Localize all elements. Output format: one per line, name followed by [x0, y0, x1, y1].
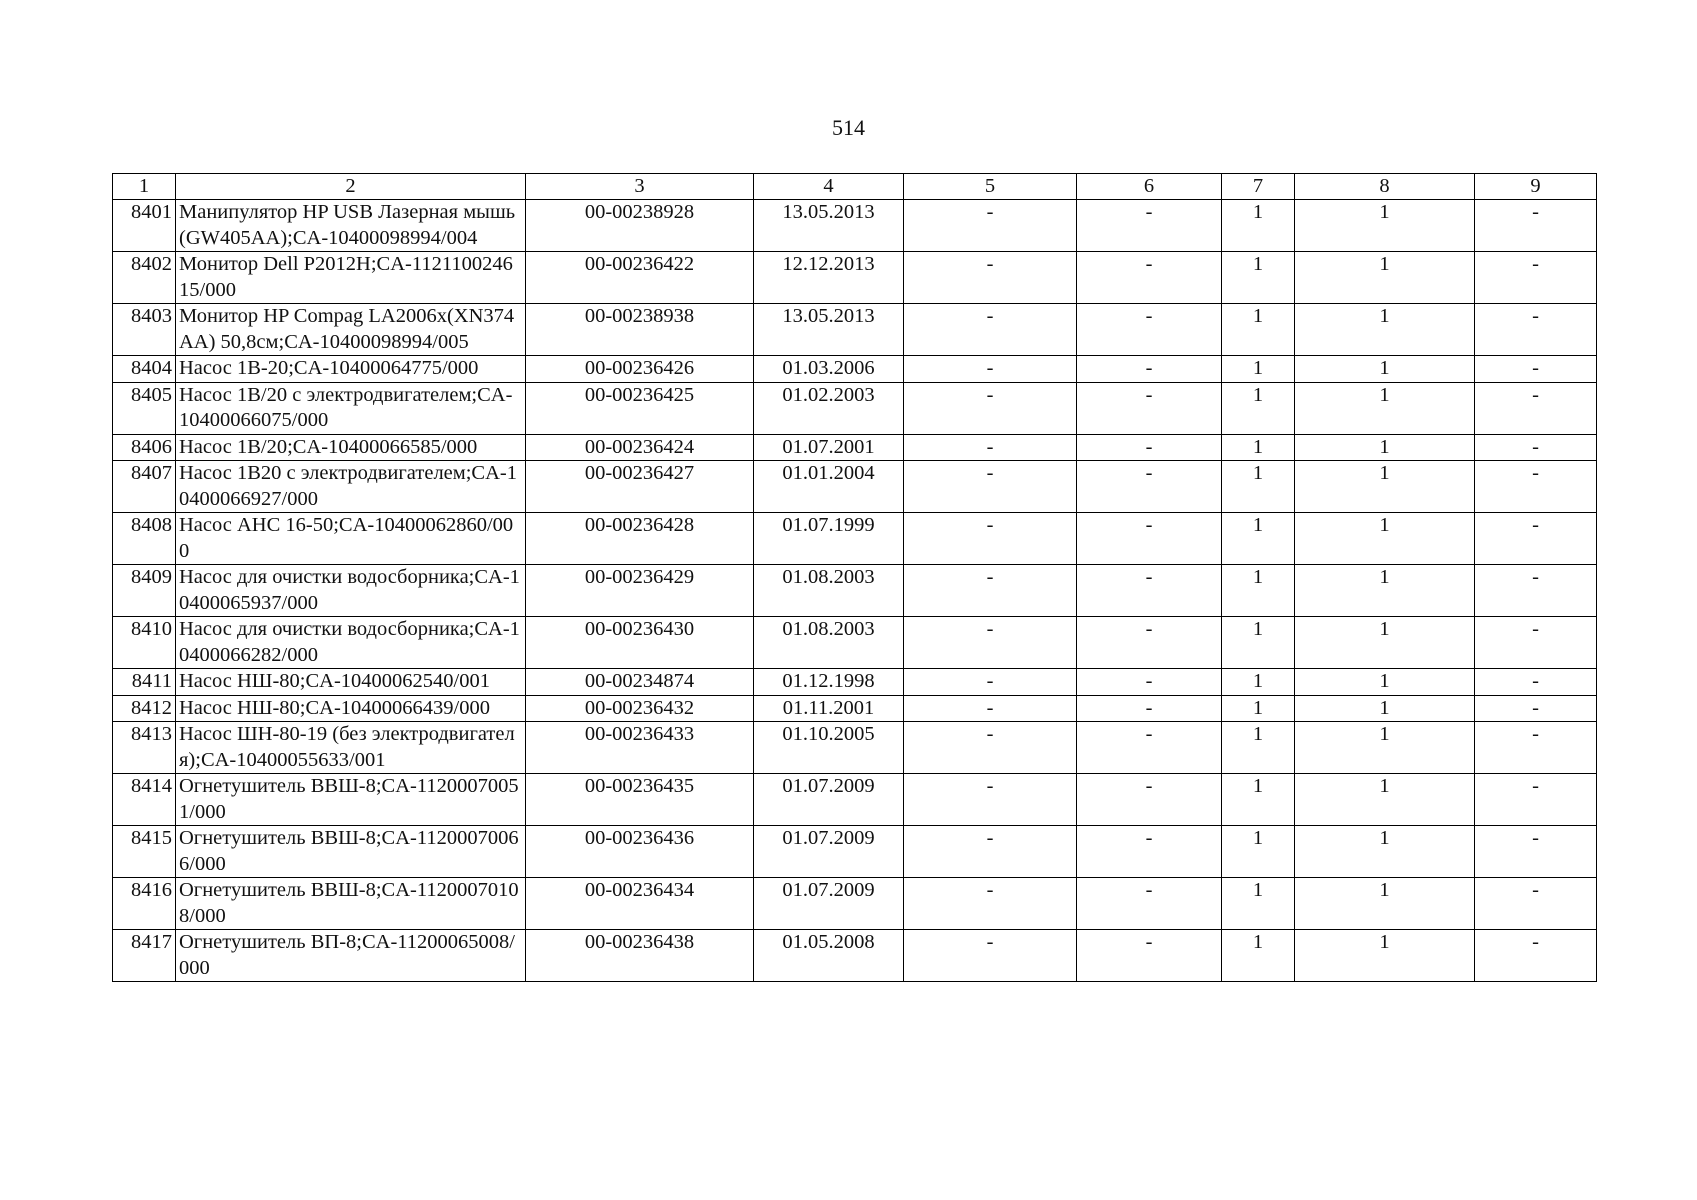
column-7-value: 1 [1222, 930, 1295, 982]
acquisition-date: 01.08.2003 [754, 565, 904, 617]
table-row [113, 722, 1597, 774]
row-number: 8404 [113, 356, 176, 383]
inventory-number: 00-00236424 [526, 434, 754, 461]
column-6-value: - [1077, 252, 1222, 304]
column-9-value: - [1475, 669, 1597, 696]
column-6-value: - [1077, 930, 1222, 982]
column-7-value: 1 [1222, 252, 1295, 304]
row-number: 8415 [113, 826, 176, 878]
column-5-value: - [904, 930, 1077, 982]
inventory-number: 00-00236426 [526, 356, 754, 383]
table-row [113, 695, 1597, 722]
acquisition-date: 01.11.2001 [754, 695, 904, 722]
row-number: 8402 [113, 252, 176, 304]
acquisition-date: 01.07.2009 [754, 878, 904, 930]
column-header: 6 [1077, 174, 1222, 200]
row-number: 8406 [113, 434, 176, 461]
item-name: Насос НШ-80;CA-10400066439/000 [176, 695, 526, 722]
acquisition-date: 01.01.2004 [754, 461, 904, 513]
column-6-value: - [1077, 461, 1222, 513]
column-8-value: 1 [1295, 565, 1475, 617]
column-9-value: - [1475, 826, 1597, 878]
item-name: Насос для очистки водосборника;CA-10400066282/000 [176, 617, 526, 669]
item-name: Огнетушитель ВВШ-8;CA-11200070051/000 [176, 774, 526, 826]
column-6-value: - [1077, 669, 1222, 696]
column-5-value: - [904, 617, 1077, 669]
column-5-value: - [904, 722, 1077, 774]
column-8-value: 1 [1295, 252, 1475, 304]
table-row [113, 826, 1597, 878]
column-5-value: - [904, 200, 1077, 252]
item-name: Огнетушитель ВВШ-8;CA-11200070108/000 [176, 878, 526, 930]
row-number: 8403 [113, 304, 176, 356]
acquisition-date: 01.08.2003 [754, 617, 904, 669]
column-7-value: 1 [1222, 826, 1295, 878]
row-number: 8416 [113, 878, 176, 930]
inventory-number: 00-00236435 [526, 774, 754, 826]
inventory-number: 00-00236429 [526, 565, 754, 617]
column-7-value: 1 [1222, 878, 1295, 930]
column-7-value: 1 [1222, 434, 1295, 461]
column-8-value: 1 [1295, 200, 1475, 252]
row-number: 8413 [113, 722, 176, 774]
column-5-value: - [904, 461, 1077, 513]
column-header: 7 [1222, 174, 1295, 200]
inventory-number: 00-00236434 [526, 878, 754, 930]
column-9-value: - [1475, 200, 1597, 252]
column-6-value: - [1077, 513, 1222, 565]
column-6-value: - [1077, 382, 1222, 434]
column-8-value: 1 [1295, 930, 1475, 982]
column-9-value: - [1475, 304, 1597, 356]
table-row [113, 774, 1597, 826]
column-8-value: 1 [1295, 617, 1475, 669]
column-8-value: 1 [1295, 461, 1475, 513]
table-row [113, 356, 1597, 383]
column-5-value: - [904, 356, 1077, 383]
inventory-number: 00-00236432 [526, 695, 754, 722]
acquisition-date: 01.07.2009 [754, 774, 904, 826]
column-7-value: 1 [1222, 304, 1295, 356]
table-row [113, 617, 1597, 669]
column-7-value: 1 [1222, 461, 1295, 513]
column-8-value: 1 [1295, 826, 1475, 878]
item-name: Насос для очистки водосборника;CA-10400065937/000 [176, 565, 526, 617]
table-row [113, 669, 1597, 696]
column-7-value: 1 [1222, 722, 1295, 774]
column-5-value: - [904, 669, 1077, 696]
column-9-value: - [1475, 722, 1597, 774]
column-7-value: 1 [1222, 617, 1295, 669]
table-row [113, 565, 1597, 617]
column-8-value: 1 [1295, 356, 1475, 383]
row-number: 8409 [113, 565, 176, 617]
inventory-number: 00-00236422 [526, 252, 754, 304]
column-9-value: - [1475, 774, 1597, 826]
column-6-value: - [1077, 304, 1222, 356]
inventory-number: 00-00238938 [526, 304, 754, 356]
acquisition-date: 01.02.2003 [754, 382, 904, 434]
header-row [113, 174, 1597, 200]
item-name: Огнетушитель ВП-8;CA-11200065008/000 [176, 930, 526, 982]
inventory-number: 00-00236427 [526, 461, 754, 513]
item-name: Насос ШН-80-19 (без электродвигателя);CA-10400055633/001 [176, 722, 526, 774]
column-6-value: - [1077, 434, 1222, 461]
acquisition-date: 13.05.2013 [754, 200, 904, 252]
column-6-value: - [1077, 878, 1222, 930]
acquisition-date: 01.07.2001 [754, 434, 904, 461]
inventory-number: 00-00236436 [526, 826, 754, 878]
acquisition-date: 01.03.2006 [754, 356, 904, 383]
column-6-value: - [1077, 722, 1222, 774]
table-row [113, 513, 1597, 565]
item-name: Монитор Dell P2012H;CA-112110024615/000 [176, 252, 526, 304]
column-9-value: - [1475, 461, 1597, 513]
column-6-value: - [1077, 565, 1222, 617]
acquisition-date: 12.12.2013 [754, 252, 904, 304]
column-header: 5 [904, 174, 1077, 200]
item-name: Насос 1В20 с электродвигателем;CA-10400066927/000 [176, 461, 526, 513]
table-row [113, 382, 1597, 434]
acquisition-date: 01.07.1999 [754, 513, 904, 565]
column-header: 1 [113, 174, 176, 200]
column-8-value: 1 [1295, 434, 1475, 461]
column-5-value: - [904, 565, 1077, 617]
item-name: Насос АНС 16-50;CA-10400062860/000 [176, 513, 526, 565]
acquisition-date: 01.10.2005 [754, 722, 904, 774]
column-8-value: 1 [1295, 722, 1475, 774]
column-7-value: 1 [1222, 695, 1295, 722]
column-header: 4 [754, 174, 904, 200]
table-row [113, 878, 1597, 930]
column-6-value: - [1077, 826, 1222, 878]
row-number: 8401 [113, 200, 176, 252]
column-8-value: 1 [1295, 513, 1475, 565]
inventory-number: 00-00236438 [526, 930, 754, 982]
table-row [113, 200, 1597, 252]
column-5-value: - [904, 252, 1077, 304]
column-5-value: - [904, 304, 1077, 356]
column-6-value: - [1077, 617, 1222, 669]
table-row [113, 461, 1597, 513]
item-name: Насос 1В-20;CA-10400064775/000 [176, 356, 526, 383]
table-row [113, 252, 1597, 304]
item-name: Насос НШ-80;CA-10400062540/001 [176, 669, 526, 696]
column-9-value: - [1475, 565, 1597, 617]
column-5-value: - [904, 878, 1077, 930]
table-row [113, 930, 1597, 982]
item-name: Насос 1В/20 с электродвигателем;CA-10400066075/000 [176, 382, 526, 434]
table-row [113, 434, 1597, 461]
row-number: 8417 [113, 930, 176, 982]
column-7-value: 1 [1222, 774, 1295, 826]
column-8-value: 1 [1295, 382, 1475, 434]
inventory-number: 00-00234874 [526, 669, 754, 696]
column-5-value: - [904, 774, 1077, 826]
item-name: Насос 1В/20;CA-10400066585/000 [176, 434, 526, 461]
inventory-number: 00-00236428 [526, 513, 754, 565]
column-header: 9 [1475, 174, 1597, 200]
column-8-value: 1 [1295, 304, 1475, 356]
column-9-value: - [1475, 382, 1597, 434]
acquisition-date: 01.12.1998 [754, 669, 904, 696]
column-6-value: - [1077, 695, 1222, 722]
column-8-value: 1 [1295, 774, 1475, 826]
column-8-value: 1 [1295, 669, 1475, 696]
column-8-value: 1 [1295, 878, 1475, 930]
acquisition-date: 01.07.2009 [754, 826, 904, 878]
page-number: 514 [832, 115, 865, 140]
row-number: 8414 [113, 774, 176, 826]
column-7-value: 1 [1222, 356, 1295, 383]
row-number: 8410 [113, 617, 176, 669]
table-body [113, 200, 1597, 982]
column-9-value: - [1475, 434, 1597, 461]
item-name: Манипулятор HP USB Лазерная мышь (GW405AA);CA-10400098994/004 [176, 200, 526, 252]
column-5-value: - [904, 382, 1077, 434]
column-5-value: - [904, 826, 1077, 878]
column-6-value: - [1077, 200, 1222, 252]
column-7-value: 1 [1222, 382, 1295, 434]
column-7-value: 1 [1222, 669, 1295, 696]
column-7-value: 1 [1222, 513, 1295, 565]
inventory-number: 00-00236425 [526, 382, 754, 434]
column-9-value: - [1475, 513, 1597, 565]
column-7-value: 1 [1222, 200, 1295, 252]
column-header: 8 [1295, 174, 1475, 200]
column-5-value: - [904, 513, 1077, 565]
column-9-value: - [1475, 356, 1597, 383]
inventory-table [112, 173, 1597, 982]
column-header: 3 [526, 174, 754, 200]
item-name: Огнетушитель ВВШ-8;CA-11200070066/000 [176, 826, 526, 878]
column-8-value: 1 [1295, 695, 1475, 722]
column-9-value: - [1475, 252, 1597, 304]
item-name: Монитор HP Compag LA2006x(XN374AA) 50,8см;CA-10400098994/005 [176, 304, 526, 356]
column-9-value: - [1475, 695, 1597, 722]
column-6-value: - [1077, 774, 1222, 826]
column-5-value: - [904, 695, 1077, 722]
row-number: 8407 [113, 461, 176, 513]
column-9-value: - [1475, 617, 1597, 669]
inventory-number: 00-00236430 [526, 617, 754, 669]
inventory-number: 00-00236433 [526, 722, 754, 774]
row-number: 8411 [113, 669, 176, 696]
row-number: 8405 [113, 382, 176, 434]
column-5-value: - [904, 434, 1077, 461]
column-7-value: 1 [1222, 565, 1295, 617]
column-header: 2 [176, 174, 526, 200]
column-9-value: - [1475, 930, 1597, 982]
table-row [113, 304, 1597, 356]
inventory-number: 00-00238928 [526, 200, 754, 252]
column-9-value: - [1475, 878, 1597, 930]
row-number: 8412 [113, 695, 176, 722]
acquisition-date: 13.05.2013 [754, 304, 904, 356]
acquisition-date: 01.05.2008 [754, 930, 904, 982]
column-6-value: - [1077, 356, 1222, 383]
row-number: 8408 [113, 513, 176, 565]
